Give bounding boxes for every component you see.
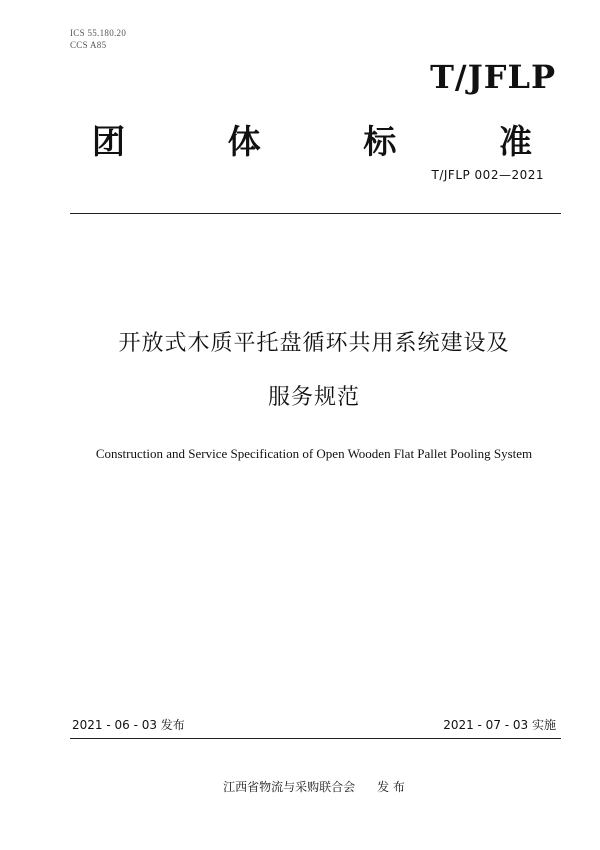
title-chinese-line-1: 开放式木质平托盘循环共用系统建设及 xyxy=(118,331,510,356)
standard-logo: T/JFLP xyxy=(430,58,556,96)
title-chinese-line-2: 服务规范 xyxy=(267,385,360,410)
bottom-divider xyxy=(70,738,561,739)
top-divider xyxy=(70,213,561,214)
standard-type-char: 团 xyxy=(92,122,125,161)
ccs-code: CCS A85 xyxy=(70,40,107,50)
publisher-name: 江西省物流与采购联合会 xyxy=(223,780,356,794)
standard-type-heading xyxy=(92,116,532,163)
standard-code: T/JFLP 002—2021 xyxy=(431,168,544,182)
publisher-action: 发 布 xyxy=(377,780,405,794)
standard-type-char: 准 xyxy=(498,122,532,161)
issue-date: 2021 - 06 - 03 发布 xyxy=(72,718,185,732)
publisher-line xyxy=(0,778,600,795)
standard-type-char: 标 xyxy=(363,122,397,161)
title-english: Construction and Service Specification of Open Wooden Flat Pallet Pooling System xyxy=(95,446,533,461)
ics-code: ICS 55.180.20 xyxy=(70,28,127,38)
standard-type-char: 体 xyxy=(227,122,261,161)
implementation-date: 2021 - 07 - 03 实施 xyxy=(443,718,556,732)
